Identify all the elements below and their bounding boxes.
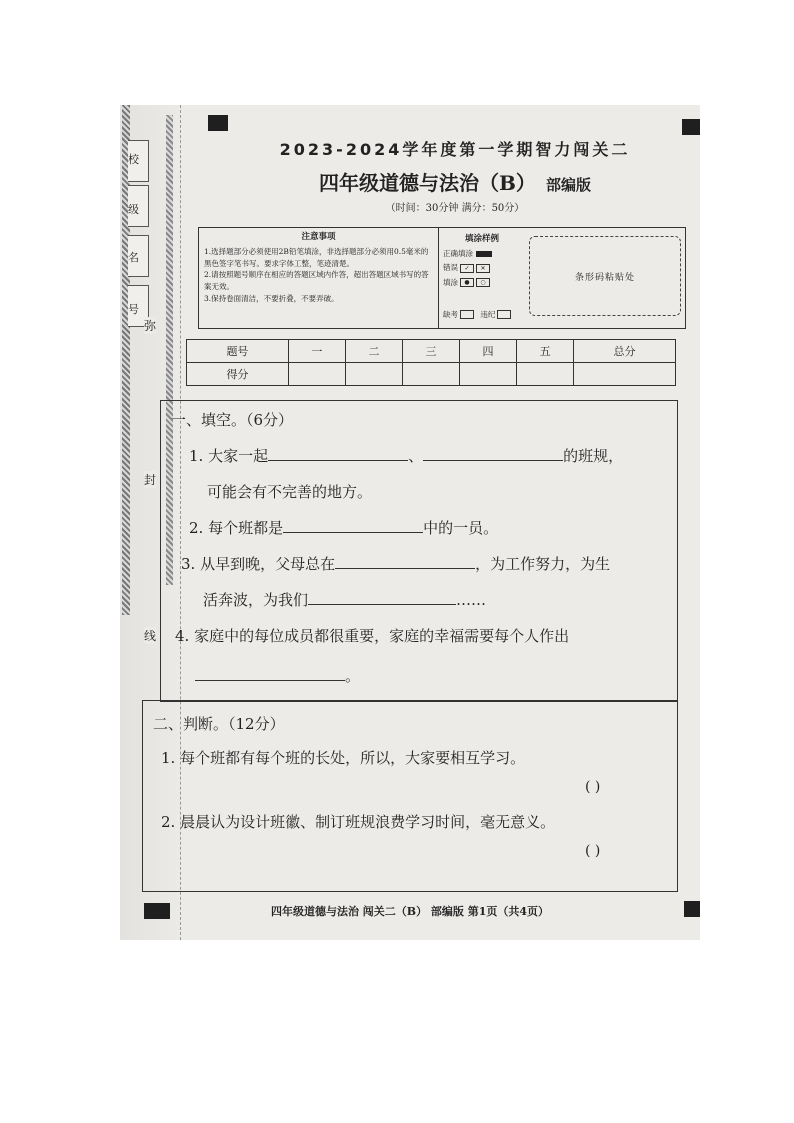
violation-checkbox[interactable]: [497, 310, 511, 319]
score-header-cell: 四: [460, 340, 517, 363]
score-cell[interactable]: [402, 363, 459, 386]
question-1-2-text: 2. 每个班都是: [189, 519, 284, 537]
answer-blank[interactable]: [195, 666, 345, 681]
question-1-4-end: 。: [345, 667, 361, 685]
fill-wrong-1: [443, 261, 521, 275]
fill-sample-heading: 填涂样例: [464, 234, 499, 244]
fold-char-mi: 弥: [144, 319, 157, 333]
stub-label-name: 名: [128, 251, 139, 264]
answer-blank[interactable]: [283, 518, 423, 533]
stub-label-class: 级: [128, 203, 139, 216]
stub-label-number: 号: [128, 303, 139, 316]
fill-wrong-label-1: 错误: [443, 263, 458, 273]
exam-edition: 部编版: [545, 176, 591, 194]
circle-box-icon: ○: [476, 278, 490, 287]
section-judgement: [142, 700, 678, 892]
score-header-cell: 二: [345, 340, 402, 363]
answer-paren[interactable]: ( ): [585, 843, 601, 859]
question-1-3-cont: [203, 589, 486, 610]
page-footer: 四年级道德与法治 闯关二（B） 部编版 第1页（共4页）: [270, 905, 550, 918]
score-header-cell: 一: [288, 340, 345, 363]
question-1-3: [181, 553, 610, 574]
barcode-area: [529, 236, 681, 316]
question-1-4-cont: [195, 665, 360, 686]
section-fill-blank: [160, 400, 678, 702]
question-1-3-tail: ……: [456, 591, 487, 609]
question-1-1: [189, 445, 623, 466]
score-header-cell: 五: [517, 340, 574, 363]
filled-block-icon: [476, 251, 492, 257]
answer-paren[interactable]: ( ): [585, 779, 601, 795]
dot-box-icon: ●: [460, 278, 474, 287]
fill-sample: [439, 228, 525, 328]
score-header-cell: 总分: [574, 340, 676, 363]
answer-blank[interactable]: [308, 590, 456, 605]
answer-blank[interactable]: [268, 446, 408, 461]
absent-violation: [443, 308, 511, 322]
score-row-label: 得分: [187, 363, 289, 386]
cross-box-icon: ✕: [476, 264, 490, 273]
exam-title-line2: [220, 167, 690, 196]
absent-checkbox[interactable]: [460, 310, 474, 319]
score-cell[interactable]: [460, 363, 517, 386]
barcode-label: 条形码粘贴处: [574, 272, 635, 283]
question-2-2: 2. 晨晨认为设计班徽、制订班规浪费学习时间，毫无意义。: [161, 813, 556, 831]
question-1-4: 4. 家庭中的每位成员都很重要，家庭的幸福需要每个人作出: [175, 627, 570, 645]
question-2-1: 1. 每个班都有每个班的长处，所以，大家要相互学习。: [161, 749, 526, 767]
question-1-2-end: 中的一员。: [423, 519, 499, 537]
question-1-3-text: 3. 从早到晚，父母总在: [181, 555, 336, 573]
check-box-icon: ✓: [460, 264, 474, 273]
score-cell[interactable]: [574, 363, 676, 386]
score-cell[interactable]: [345, 363, 402, 386]
violation-label: 违纪: [480, 309, 496, 319]
alignment-mark-top-left: [208, 115, 228, 131]
question-1-1-text: 1. 大家一起: [189, 447, 269, 465]
fold-char-xian: 线: [144, 629, 157, 643]
question-1-1-sep: 、: [408, 447, 424, 465]
exam-photo: [120, 105, 700, 940]
score-header-cell: 题号: [187, 340, 289, 363]
answer-blank[interactable]: [335, 554, 475, 569]
question-1-3-cont-text: 活奔波，为我们: [203, 591, 309, 609]
question-1-1-end: 的班规，: [563, 447, 624, 465]
fill-wrong-label-2: 填涂: [443, 277, 458, 287]
fill-wrong-2: [443, 276, 521, 290]
notice-instructions: [199, 228, 439, 328]
score-cell[interactable]: [288, 363, 345, 386]
exam-time-score: （时间：30分钟 满分：50分）: [385, 203, 525, 214]
score-table: [186, 339, 676, 386]
question-1-3-end: ，为工作努力，为生: [475, 555, 611, 573]
answer-blank[interactable]: [423, 446, 563, 461]
notice-item-2: 2.请按照题号顺序在相应的答题区域内作答，超出答题区域书写的答案无效。: [204, 270, 429, 292]
score-header-row: [187, 340, 676, 363]
absent-label: 缺考: [443, 309, 458, 319]
fill-correct-label: 正确填涂: [443, 249, 473, 259]
notice-heading: 注意事项: [301, 232, 336, 242]
score-header-cell: 三: [402, 340, 459, 363]
exam-title-line1: 2023-2024学年度第一学期智力闯关二: [279, 140, 631, 159]
section2-title: 二、判断。（12分）: [153, 715, 285, 733]
section1-title: 一、填空。（6分）: [171, 411, 294, 429]
score-cell[interactable]: [517, 363, 574, 386]
stub-label-school: 校: [128, 153, 139, 166]
exam-subject: 四年级道德与法治（B）: [319, 171, 536, 195]
question-1-1-cont: 可能会有不完善的地方。: [207, 483, 373, 501]
alignment-mark-top-right: [682, 119, 700, 135]
fold-char-feng: 封: [144, 473, 157, 487]
question-1-2: [189, 517, 498, 538]
score-row: [187, 363, 676, 386]
notice-item-3: 3.保持卷面清洁，不要折叠，不要弄破。: [204, 293, 339, 303]
notice-item-1: 1.选择题部分必须使用2B铅笔填涂，非选择题部分必须用0.5毫米的黑色签字笔书写。要求字体工整，笔迹清楚。: [204, 247, 429, 268]
notice-box: [198, 227, 686, 329]
fill-correct: [443, 247, 521, 261]
